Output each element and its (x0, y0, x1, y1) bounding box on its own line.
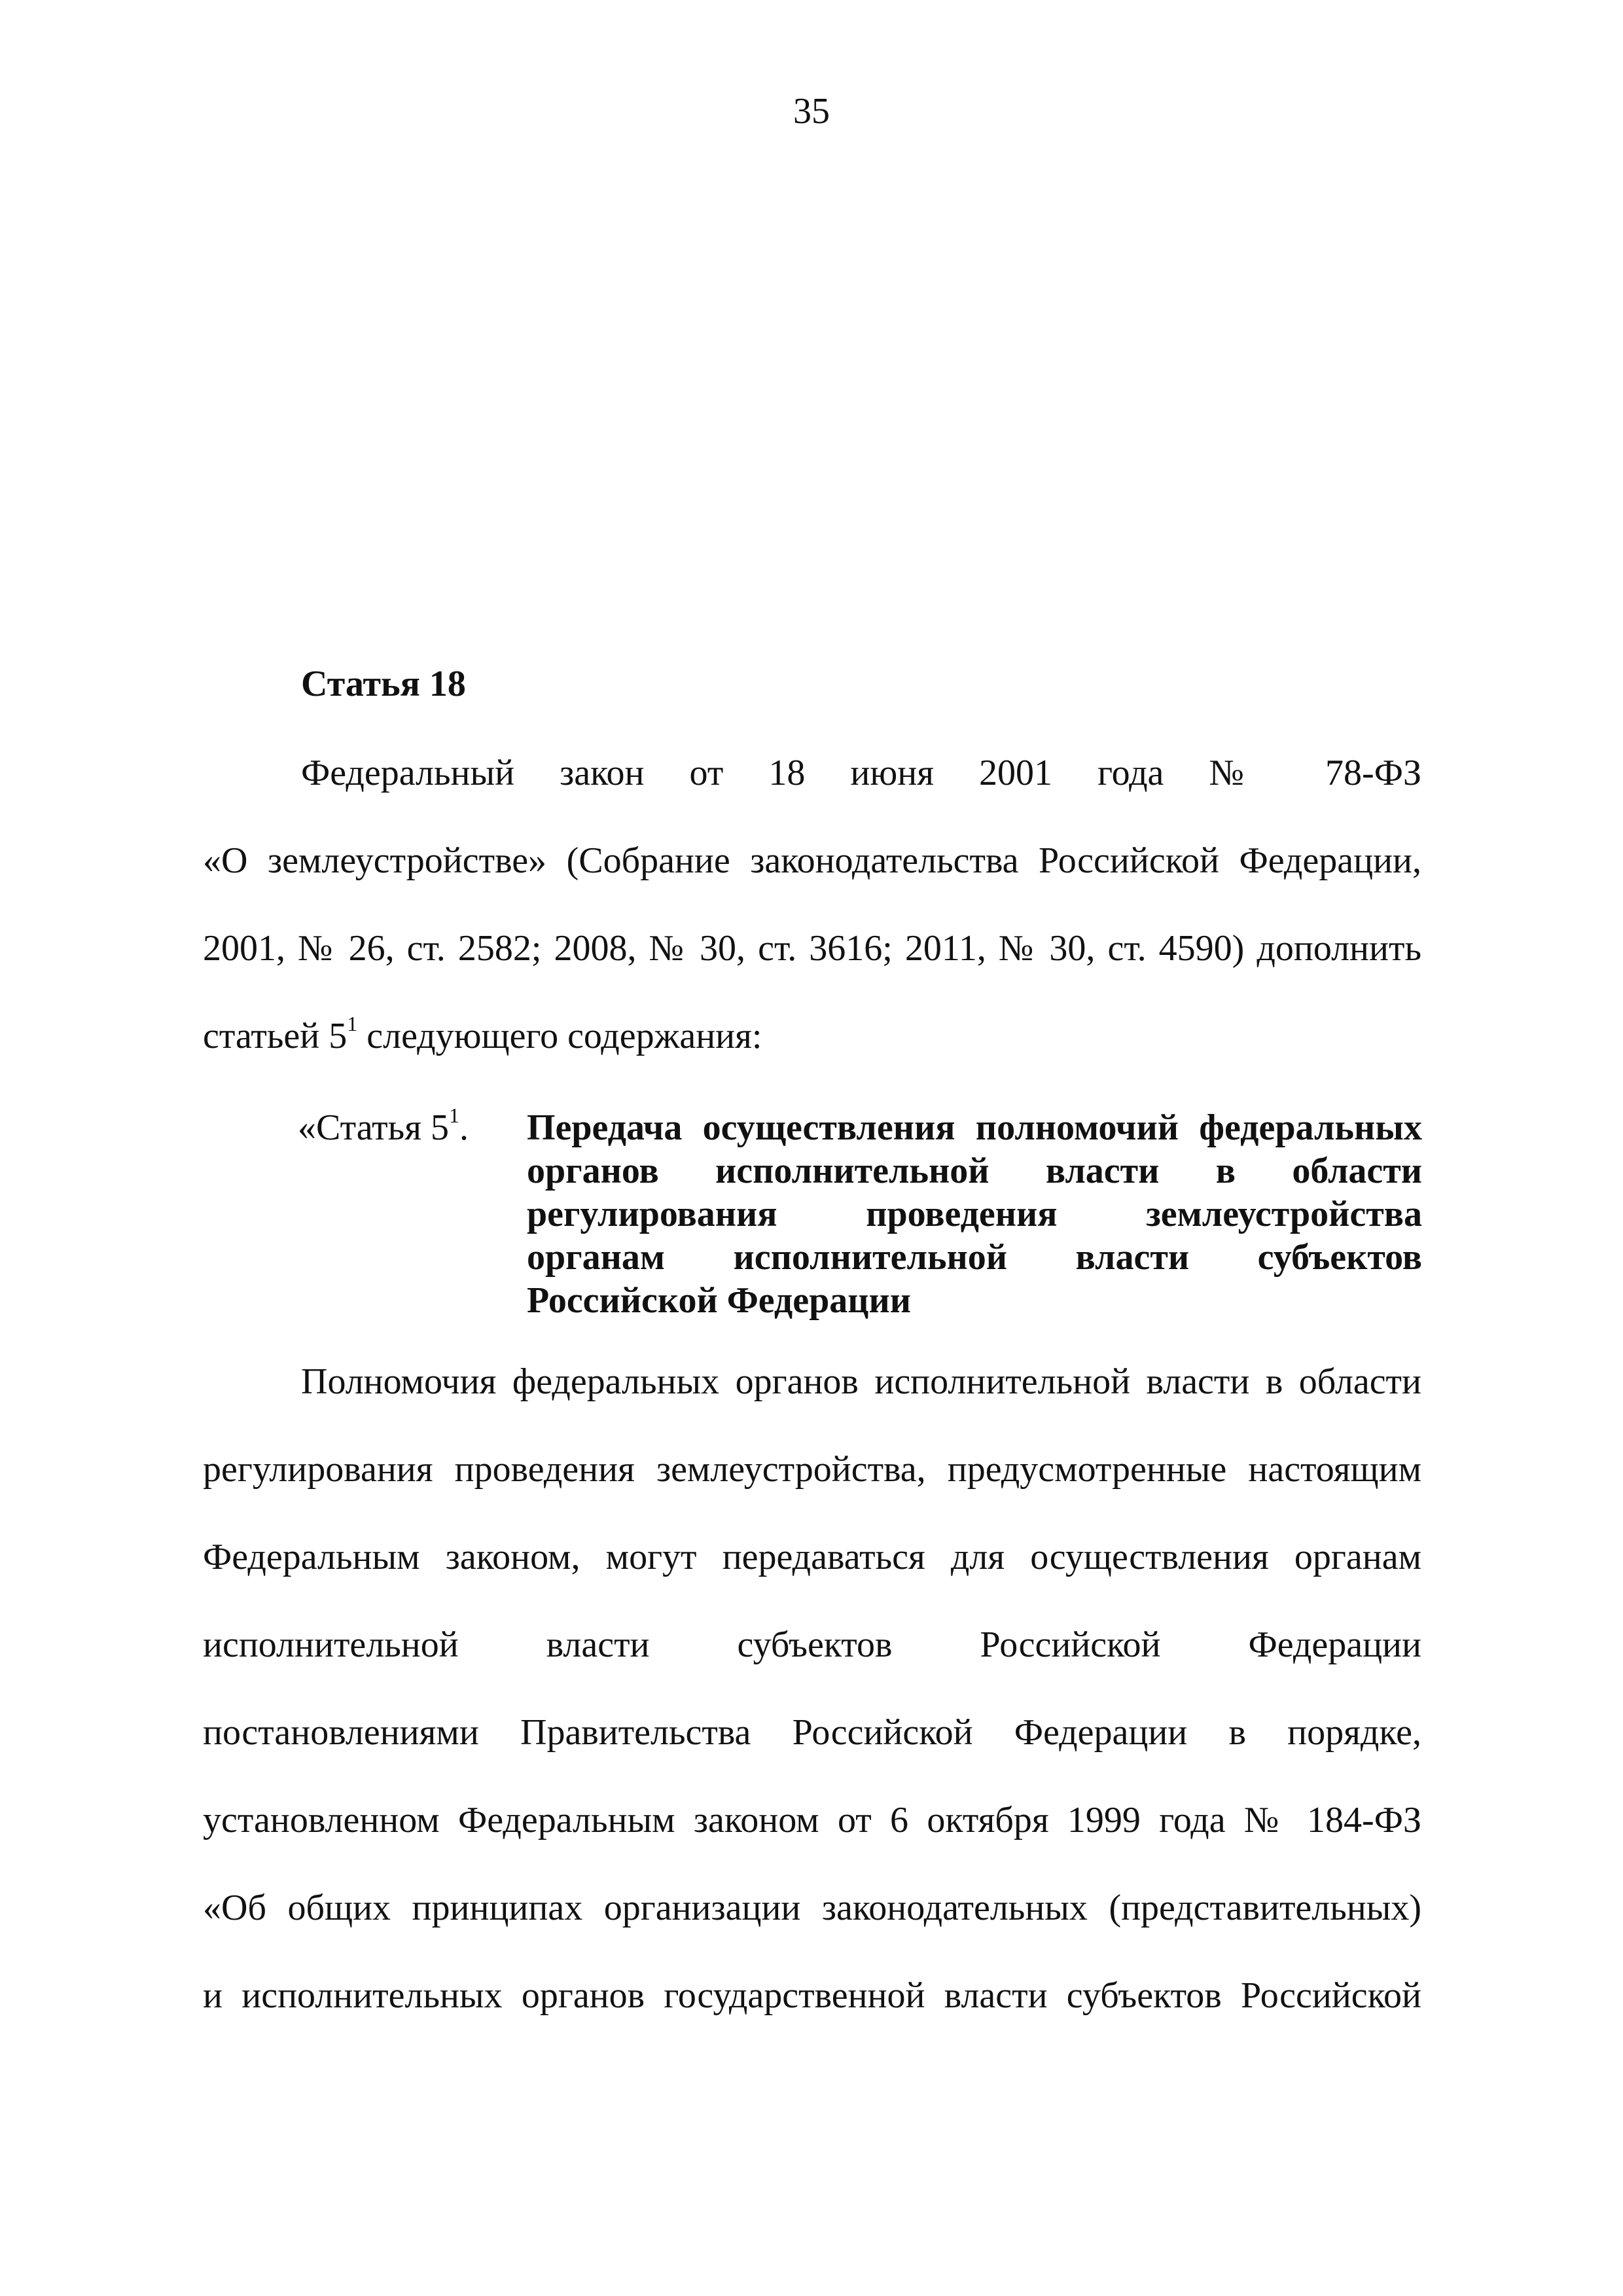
article-intro-paragraph (203, 729, 1421, 1080)
intro-line-4 (203, 992, 1421, 1080)
body-line-1: Полномочия федеральных органов исполнительной власти в области (301, 1361, 1421, 1402)
sub-article-label-prefix: «Статья 5 (298, 1107, 449, 1148)
intro-line-2: «О землеустройстве» (Собрание законодательства Российской Федерации, (203, 840, 1421, 881)
body-line-5: постановлениями Правительства Российской Федерации в порядке, (203, 1712, 1421, 1753)
intro-line-1: Федеральный закон от 18 июня 2001 года № 78-ФЗ (301, 753, 1421, 793)
sub-article-title (527, 1106, 1422, 1322)
sub-title-line-4: органам исполнительной власти субъектов (527, 1237, 1422, 1278)
intro-line-4-suffix: следующего содержания: (357, 1016, 762, 1056)
body-line-6: установленном Федеральным законом от 6 октября 1999 года № 184-ФЗ (203, 1800, 1421, 1840)
body-line-2: регулирования проведения землеустройства, предусмотренные настоящим (203, 1449, 1421, 1490)
intro-line-3: 2001, № 26, ст. 2582; 2008, № 30, ст. 3616; 2011, № 30, ст. 4590) дополнить (203, 928, 1421, 969)
article-heading: Статья 18 (301, 664, 466, 704)
sub-title-line-2: органов исполнительной власти в области (527, 1151, 1422, 1191)
sub-article-label-suffix: . (459, 1107, 469, 1148)
intro-superscript: 1 (347, 1012, 358, 1035)
sub-article-superscript: 1 (448, 1103, 459, 1127)
body-line-4: исполнительной власти субъектов Российской Федерации (203, 1624, 1421, 1665)
body-line-8: и исполнительных органов государственной власти субъектов Российской (203, 1975, 1421, 2016)
sub-article-label (298, 1103, 469, 1149)
sub-title-line-1: Передача осуществления полномочий федеральных (527, 1107, 1422, 1148)
sub-title-line-3: регулирования проведения землеустройства (527, 1194, 1422, 1234)
intro-line-4-prefix: статьей 5 (203, 1016, 348, 1056)
body-line-7: «Об общих принципах организации законодательных (представительных) (203, 1888, 1421, 1928)
page-number: 35 (793, 91, 830, 132)
body-line-3: Федеральным законом, могут передаваться для осуществления органам (203, 1537, 1421, 1577)
sub-title-line-5: Российской Федерации (527, 1280, 912, 1321)
body-paragraph (203, 1338, 1421, 2039)
